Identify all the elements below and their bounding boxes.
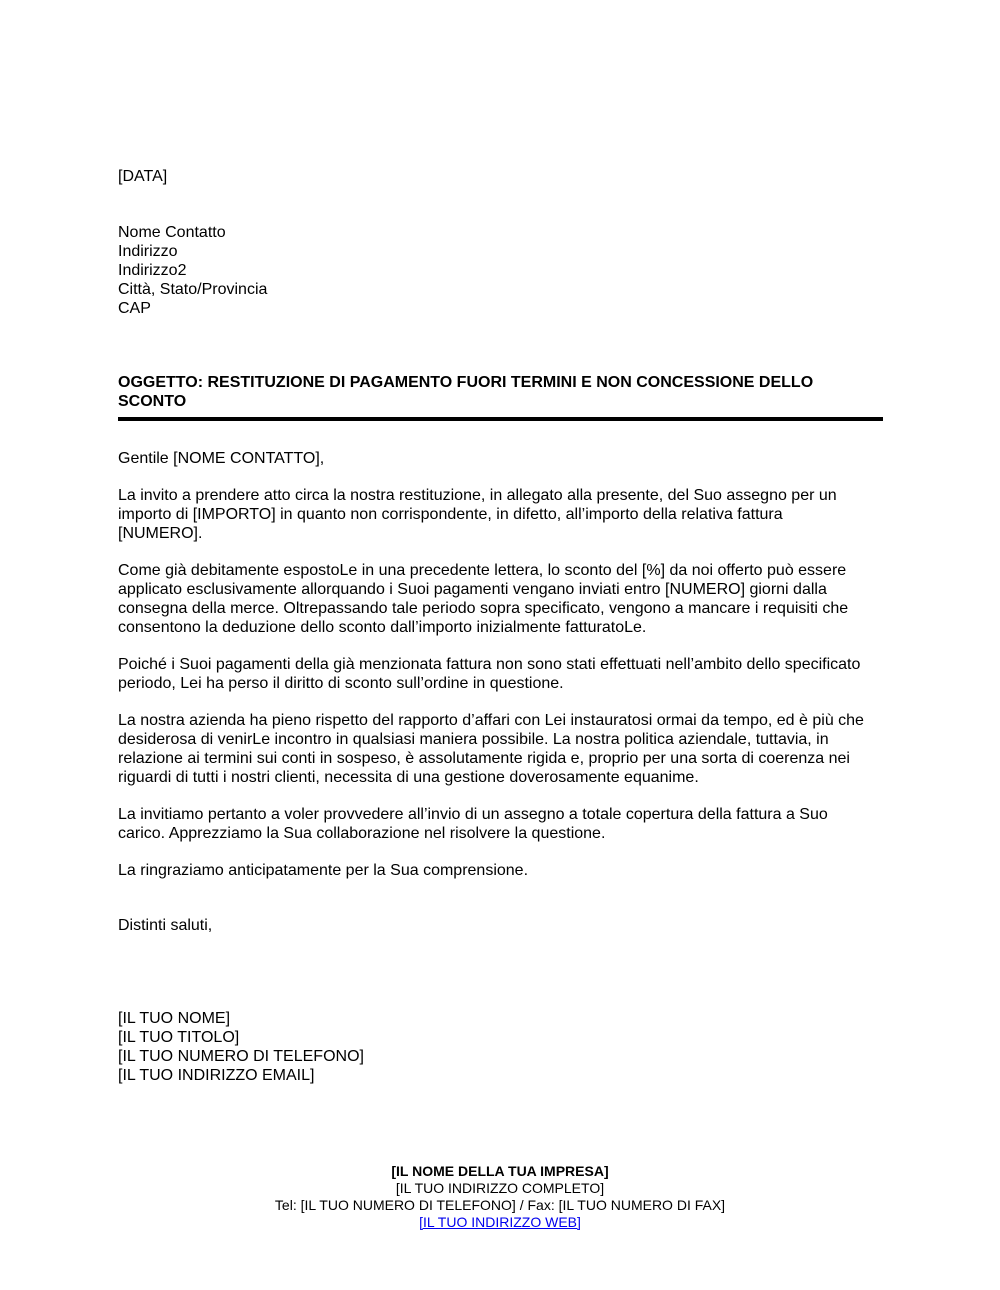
paragraph-line: Poiché i Suoi pagamenti della già menzionata fattura non sono stati effettuati nell’ambito dello specificato xyxy=(118,656,861,673)
body-paragraph-6 xyxy=(118,861,883,880)
subject-divider xyxy=(118,417,883,421)
paragraph-line: applicato esclusivamente allorquando i Suoi pagamenti vengano inviati entro [NUMERO] giorni dalla xyxy=(118,581,827,598)
letter-closing: Distinti saluti, xyxy=(118,917,213,934)
footer-address: [IL TUO INDIRIZZO COMPLETO] xyxy=(395,1180,605,1196)
signature-phone: [IL TUO NUMERO DI TELEFONO] xyxy=(118,1048,364,1065)
body-paragraph-4 xyxy=(118,711,883,787)
letter-page xyxy=(118,0,883,1290)
recipient-address-block xyxy=(118,223,267,318)
recipient-zip: CAP xyxy=(118,300,151,317)
paragraph-line: La invito a prendere atto circa la nostra restituzione, in allegato alla presente, del Suo assegno per un xyxy=(118,487,837,504)
signature-name: [IL TUO NOME] xyxy=(118,1010,231,1027)
paragraph-line: La invitiamo pertanto a voler provvedere all’invio di un assegno a totale copertura della fattura a Suo xyxy=(118,806,828,823)
body-paragraph-1 xyxy=(118,486,883,543)
paragraph-line: importo di [IMPORTO] in quanto non corrispondente, in difetto, all’importo della relativa fattura xyxy=(118,506,783,523)
body-paragraph-5 xyxy=(118,805,883,843)
recipient-city-state: Città, Stato/Provincia xyxy=(118,281,268,298)
subject-line-2: SCONTO xyxy=(118,393,187,410)
letter-date: [DATA] xyxy=(118,168,168,185)
recipient-address-line-2: Indirizzo2 xyxy=(118,262,187,279)
paragraph-line: riguardi di tutti i nostri clienti, necessita di una gestione doverosamente equanime. xyxy=(118,769,699,786)
paragraph-line: La nostra azienda ha pieno rispetto del rapporto d’affari con Lei instauratosi ormai da tempo, ed è più che xyxy=(118,712,864,729)
signature-email: [IL TUO INDIRIZZO EMAIL] xyxy=(118,1067,315,1084)
paragraph-line: desiderosa di venirLe incontro in qualsiasi maniera possibile. La nostra politica aziendale, tuttavia, in xyxy=(118,731,829,748)
paragraph-line: Come già debitamente espostoLe in una precedente lettera, lo sconto del [%] da noi offerto può essere xyxy=(118,562,847,579)
paragraph-line: carico. Apprezziamo la Sua collaborazione nel risolvere la questione. xyxy=(118,825,606,842)
subject-line-1: OGGETTO: RESTITUZIONE DI PAGAMENTO FUORI TERMINI E NON CONCESSIONE DELLO xyxy=(118,374,814,391)
body-paragraph-3 xyxy=(118,655,883,693)
footer-company-name: [IL NOME DELLA TUA IMPRESA] xyxy=(391,1163,609,1179)
body-paragraph-2 xyxy=(118,561,883,637)
letterhead-footer xyxy=(0,1163,1000,1231)
paragraph-line: relazione ai termini sui conti in sospeso, è assolutamente rigida e, proprio per una sorta di coerenza nei xyxy=(118,750,850,767)
signature-block xyxy=(118,1009,364,1085)
footer-contact: Tel: [IL TUO NUMERO DI TELEFONO] / Fax: [IL TUO NUMERO DI FAX] xyxy=(274,1197,726,1213)
letter-greeting: Gentile [NOME CONTATTO], xyxy=(118,450,325,467)
letter-subject xyxy=(118,373,883,411)
paragraph-line: [NUMERO]. xyxy=(118,525,203,542)
paragraph-line: consegna della merce. Oltrepassando tale periodo sopra specificato, vengono a mancare i requisiti che xyxy=(118,600,849,617)
recipient-address-line-1: Indirizzo xyxy=(118,243,178,260)
recipient-name: Nome Contatto xyxy=(118,224,226,241)
signature-title: [IL TUO TITOLO] xyxy=(118,1029,240,1046)
paragraph-line: consentono la deduzione dello sconto dall’importo inizialmente fatturatoLe. xyxy=(118,619,647,636)
paragraph-line: La ringraziamo anticipatamente per la Sua comprensione. xyxy=(118,862,529,879)
footer-website-link[interactable]: [IL TUO INDIRIZZO WEB] xyxy=(419,1214,581,1230)
paragraph-line: periodo, Lei ha perso il diritto di sconto sull’ordine in questione. xyxy=(118,675,564,692)
